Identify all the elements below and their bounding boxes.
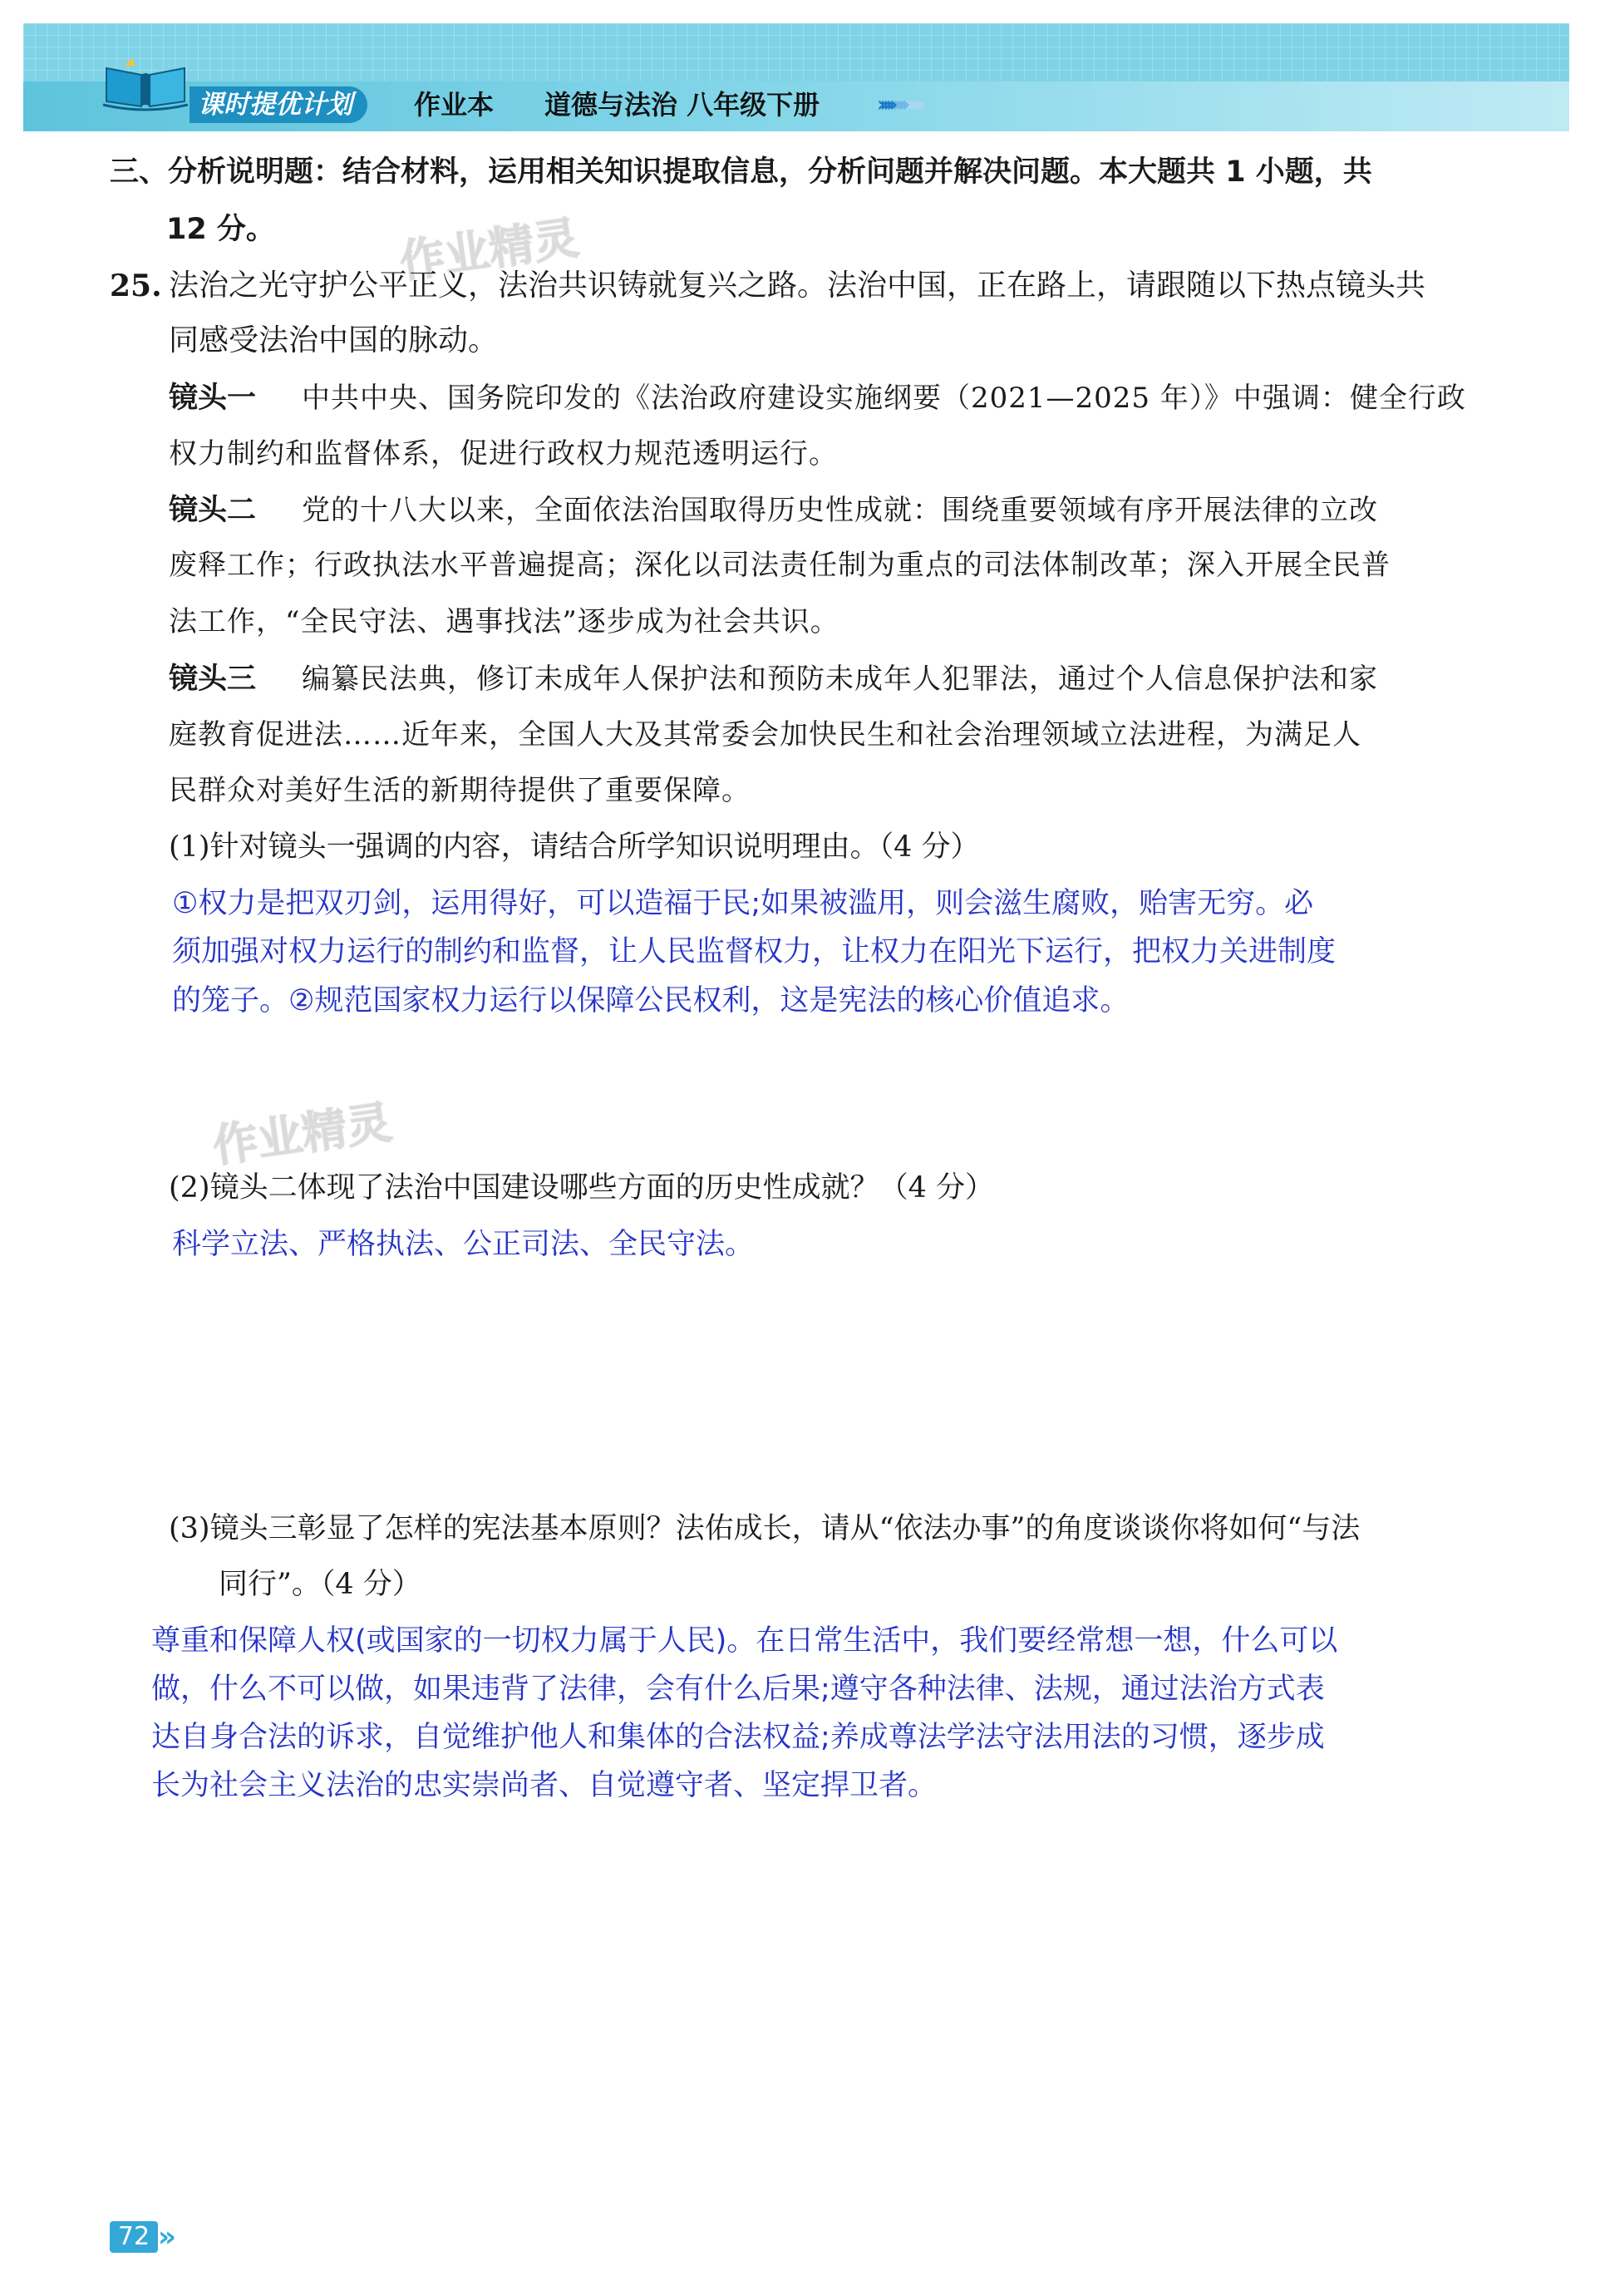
material-text: 编纂民法典，修订未成年人保护法和预防未成年人犯罪法，通过个人信息保护法和家 xyxy=(302,663,1378,696)
subquestion-2-prompt: (2)镜头二体现了法治中国建设哪些方面的历史性成就？（4 分） xyxy=(169,1171,994,1205)
section-heading: 三、分析说明题：结合材料，运用相关知识提取信息，分析问题并解决问题。本大题共 1 小题，共 xyxy=(110,155,1372,189)
watermark: 作业精灵 xyxy=(396,211,582,288)
answer-3: 尊重和保障人权(或国家的一切权力属于人民)。在日常生活中，我们要经常想一想，什么可以 xyxy=(151,1624,1338,1658)
material-text: 法工作，“全民守法、遇事找法”逐步成为社会共识。 xyxy=(169,605,839,638)
subject-label: 道德与法治 八年级下册 xyxy=(544,89,820,121)
answer-2: 科学立法、严格执法、公正司法、全民守法。 xyxy=(172,1228,755,1261)
chevron-right-icon: ›››››››››››››› xyxy=(877,92,921,117)
material-text: 民群众对美好生活的新期待提供了重要保障。 xyxy=(169,774,751,807)
material-text: 中共中央、国务院印发的《法治政府建设实施纲要（2021—2025 年）》中强调：健全行政 xyxy=(302,382,1466,415)
question-intro-cont: 同感受法治中国的脉动。 xyxy=(169,323,499,357)
question-intro: 法治之光守护公平正义，法治共识铸就复兴之路。法治中国，正在路上，请跟随以下热点镜头共 xyxy=(169,269,1426,303)
material-label: 镜头一 xyxy=(169,382,257,415)
material-label: 镜头二 xyxy=(169,494,257,527)
question-number: 25. xyxy=(110,269,162,303)
material-text: 废释工作；行政执法水平普遍提高；深化以司法责任制为重点的司法体制改革；深入开展全民普 xyxy=(169,549,1391,582)
brand-label: 课时提优计划 xyxy=(190,86,367,123)
answer-1-cont: 的笼子。②规范国家权力运行以保障公民权利，这是宪法的核心价值追求。 xyxy=(172,984,1130,1017)
book-icon xyxy=(100,57,191,116)
answer-1: ①权力是把双刃剑，运用得好，可以造福于民;如果被滥用，则会滋生腐败，贻害无穷。必 xyxy=(172,887,1314,920)
chevron-right-icon: » xyxy=(158,2220,168,2254)
material-label: 镜头三 xyxy=(169,663,257,696)
watermark: 作业精灵 xyxy=(209,1096,395,1173)
page-number: 72 xyxy=(110,2221,158,2253)
material-text: 庭教育促进法……近年来，全国人大及其常委会加快民生和社会治理领域立法进程，为满足人 xyxy=(169,718,1361,751)
subquestion-1-prompt: (1)针对镜头一强调的内容，请结合所学知识说明理由。（4 分） xyxy=(169,830,980,864)
material-text: 权力制约和监督体系，促进行政权力规范透明运行。 xyxy=(169,437,838,471)
material-text: 党的十八大以来，全面依法治国取得历史性成就：围绕重要领域有序开展法律的立改 xyxy=(302,494,1378,527)
answer-3-cont: 达自身合法的诉求，自觉维护他人和集体的合法权益;养成尊法学法守法用法的习惯，逐步成 xyxy=(151,1721,1325,1754)
answer-3-cont: 做，什么不可以做，如果违背了法律，会有什么后果;遵守各种法律、法规，通过法治方式表 xyxy=(151,1673,1325,1706)
answer-3-cont: 长为社会主义法治的忠实崇尚者、自觉遵守者、坚定捍卫者。 xyxy=(151,1769,938,1802)
subquestion-3-prompt: (3)镜头三彰显了怎样的宪法基本原则？法佑成长，请从“依法办事”的角度谈谈你将如何“与法 xyxy=(169,1512,1361,1545)
answer-1-cont: 须加强对权力运行的制约和监督，让人民监督权力，让权力在阳光下运行，把权力关进制度 xyxy=(172,935,1337,968)
section-heading-cont: 12 分。 xyxy=(166,213,275,246)
subquestion-3-prompt-cont: 同行”。（4 分） xyxy=(219,1568,421,1601)
book-type-label: 作业本 xyxy=(414,89,495,121)
